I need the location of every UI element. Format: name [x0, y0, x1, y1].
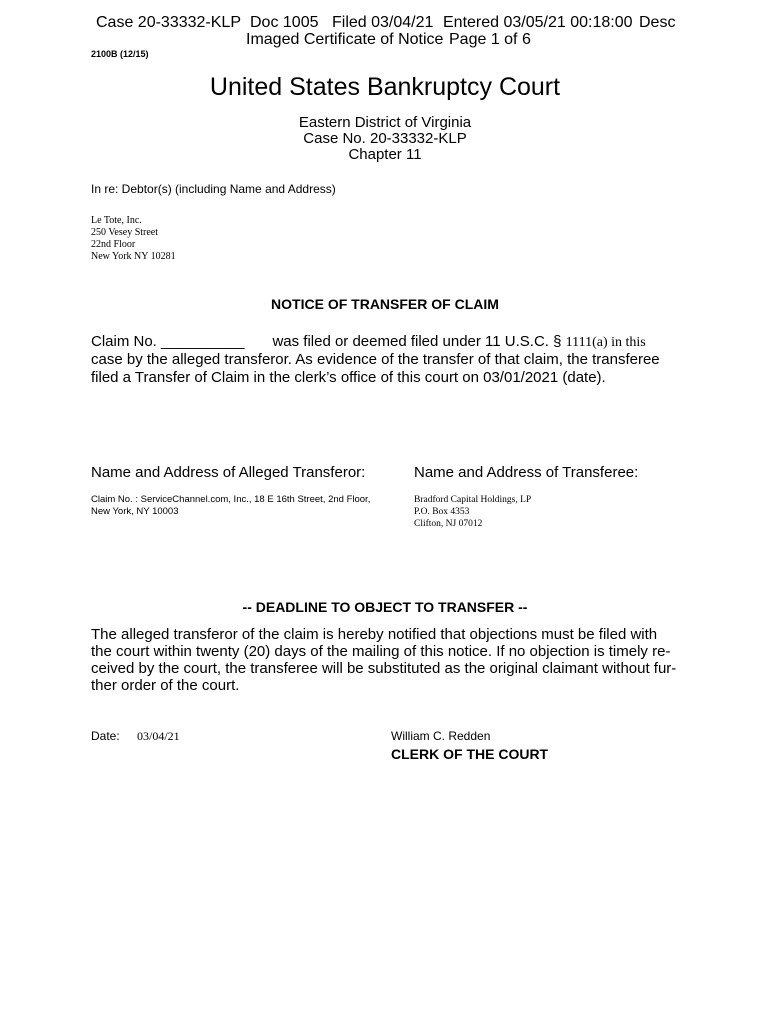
header-page-number: Page 1 of 6 [449, 31, 531, 48]
form-code: 2100B (12/15) [91, 49, 149, 59]
court-title: United States Bankruptcy Court [209, 73, 561, 101]
objection-line-3: ceived by the court, the transferee will be substituted as the original claimant without fur- [91, 660, 677, 677]
header-entered-date: Entered 03/05/21 00:18:00 [443, 14, 633, 31]
deadline-title: -- DEADLINE TO OBJECT TO TRANSFER -- [242, 599, 528, 615]
debtor-floor: 22nd Floor [91, 239, 136, 250]
claim-number-blank: Claim No. __________ [91, 333, 245, 350]
header-case-number: Case 20-33332-KLP [96, 14, 241, 31]
claim-line-3: filed a Transfer of Claim in the clerk’s office of this court on 03/01/2021 (date). [91, 369, 606, 386]
header-imaged-certificate: Imaged Certificate of Notice [246, 31, 444, 48]
transferee-po-box: P.O. Box 4353 [414, 507, 470, 517]
court-chapter: Chapter 11 [348, 146, 422, 163]
date-value: 03/04/21 [137, 729, 180, 743]
header-desc: Desc [639, 14, 676, 31]
debtor-city: New York NY 10281 [91, 251, 176, 262]
claim-section-text: 1111(a) in this [565, 335, 646, 350]
clerk-title: CLERK OF THE COURT [391, 746, 549, 762]
court-case-number: Case No. 20-33332-KLP [303, 130, 467, 147]
debtor-name: Le Tote, Inc. [91, 215, 142, 226]
objection-line-1: The alleged transferor of the claim is hereby notified that objections must be filed with [91, 626, 658, 643]
date-label: Date: [91, 729, 120, 743]
header-doc-number: Doc 1005 [250, 14, 319, 31]
debtor-street: 250 Vesey Street [91, 227, 159, 238]
court-district: Eastern District of Virginia [298, 114, 472, 131]
transferor-heading: Name and Address of Alleged Transferor: [91, 464, 366, 481]
header-filed-date: Filed 03/04/21 [332, 14, 434, 31]
objection-line-4: ther order of the court. [91, 677, 240, 694]
transferor-address-line-1: Claim No. : ServiceChannel.com, Inc., 18 E 16th Street, 2nd Floor, [91, 494, 371, 505]
objection-line-2: the court within twenty (20) days of the mailing of this notice. If no objection is timely re- [91, 643, 671, 660]
claim-filed-text: was filed or deemed filed under 11 U.S.C. § [272, 333, 562, 350]
notice-title: NOTICE OF TRANSFER OF CLAIM [271, 296, 499, 312]
claim-line-2: case by the alleged transferor. As evidence of the transfer of that claim, the transferee [91, 351, 660, 368]
in-re-label: In re: Debtor(s) (including Name and Address) [91, 182, 336, 196]
transferee-heading: Name and Address of Transferee: [414, 464, 639, 481]
transferor-address-line-2: New York, NY 10003 [91, 506, 179, 517]
transferee-city: Clifton, NJ 07012 [414, 519, 483, 529]
clerk-name: William C. Redden [391, 729, 491, 743]
transferee-name: Bradford Capital Holdings, LP [414, 495, 532, 505]
claim-line-1 [91, 333, 646, 351]
